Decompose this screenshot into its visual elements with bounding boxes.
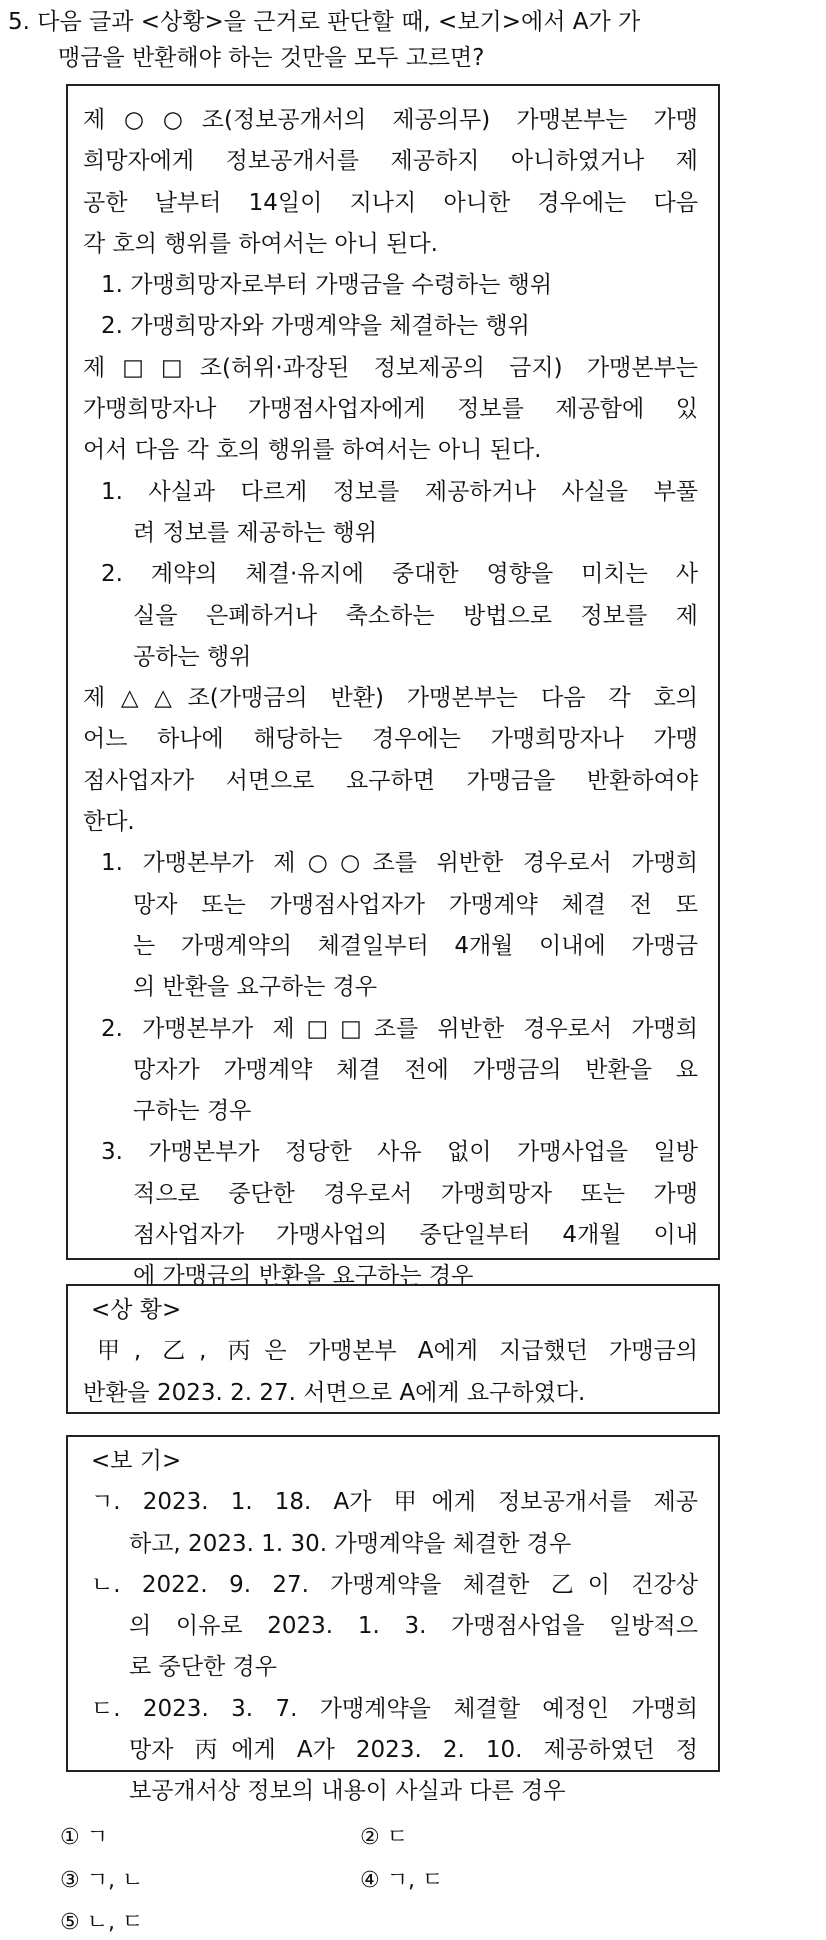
passage-line: 어느 하나에 해당하는 경우에는 가맹희망자나 가맹 <box>83 726 698 753</box>
choice-2[interactable]: ② ㄷ <box>360 1825 408 1850</box>
passage-item: 2. 계약의 체결·유지에 중대한 영향을 미치는 사 <box>101 561 698 588</box>
choice-3[interactable]: ③ ㄱ, ㄴ <box>60 1868 144 1893</box>
passage-item-cont: 려 정보를 제공하는 행위 <box>133 519 378 546</box>
passage-item-cont: 의 반환을 요구하는 경우 <box>133 974 378 1001</box>
passage-line: 제○○조(정보공개서의 제공의무) 가맹본부는 가맹 <box>83 107 698 133</box>
situation-box <box>66 1284 720 1414</box>
choice-4[interactable]: ④ ㄱ, ㄷ <box>360 1868 444 1893</box>
choice-1[interactable]: ① ㄱ <box>60 1825 108 1850</box>
passage-item: 2. 가맹본부가 제□□조를 위반한 경우로서 가맹희 <box>101 1015 698 1042</box>
bogi-item-cont: 하고, 2023. 1. 30. 가맹계약을 체결한 경우 <box>129 1530 572 1557</box>
bogi-item: ㄴ. 2022. 9. 27. 가맹계약을 체결한 乙이 건강상 <box>91 1571 698 1598</box>
bogi-item-cont: 망자 丙에게 A가 2023. 2. 10. 제공하였던 정 <box>129 1737 698 1764</box>
passage-item: 2. 가맹희망자와 가맹계약을 체결하는 행위 <box>101 313 530 340</box>
question-stem <box>8 4 808 76</box>
situation-heading: <상 황> <box>91 1297 182 1323</box>
bogi-item: ㄷ. 2023. 3. 7. 가맹계약을 체결할 예정인 가맹희 <box>91 1695 698 1722</box>
passage-line: 공한 날부터 14일이 지나지 아니한 경우에는 다음 <box>83 189 698 216</box>
situation-line: 甲, 乙, 丙은 가맹본부 A에게 지급했던 가맹금의 <box>97 1338 698 1365</box>
bogi-item-cont: 보공개서상 정보의 내용이 사실과 다른 경우 <box>129 1778 566 1805</box>
passage-item-cont: 공하는 행위 <box>133 643 252 670</box>
bogi-box <box>66 1435 720 1805</box>
passage-item: 1. 가맹희망자로부터 가맹금을 수령하는 행위 <box>101 272 553 299</box>
passage-line: 점사업자가 서면으로 요구하면 가맹금을 반환하여야 <box>83 767 698 794</box>
passage-box <box>66 84 720 1290</box>
passage-line: 어서 다음 각 호의 행위를 하여서는 아니 된다. <box>83 437 542 464</box>
passage-line: 각 호의 행위를 하여서는 아니 된다. <box>83 230 438 257</box>
question-line-2: 맹금을 반환해야 하는 것만을 모두 고르면? <box>58 45 485 71</box>
passage-item-cont: 실을 은폐하거나 축소하는 방법으로 정보를 제 <box>133 602 698 629</box>
passage-item-cont: 적으로 중단한 경우로서 가맹희망자 또는 가맹 <box>133 1180 698 1207</box>
bogi-item: ㄱ. 2023. 1. 18. A가 甲에게 정보공개서를 제공 <box>91 1489 698 1516</box>
bogi-item-cont: 의 이유로 2023. 1. 3. 가맹점사업을 일방적으 <box>129 1613 698 1640</box>
passage-item-cont: 망자가 가맹계약 체결 전에 가맹금의 반환을 요 <box>133 1056 698 1083</box>
bogi-heading: <보 기> <box>91 1448 182 1474</box>
situation-line: 반환을 2023. 2. 27. 서면으로 A에게 요구하였다. <box>83 1379 586 1406</box>
passage-item: 3. 가맹본부가 정당한 사유 없이 가맹사업을 일방 <box>101 1139 698 1166</box>
passage-item: 1. 가맹본부가 제○○조를 위반한 경우로서 가맹희 <box>101 850 698 877</box>
passage-line: 제△△조(가맹금의 반환) 가맹본부는 다음 각 호의 <box>83 685 698 712</box>
passage-item-cont: 구하는 경우 <box>133 1098 252 1125</box>
passage-item-cont: 망자 또는 가맹점사업자가 가맹계약 체결 전 또 <box>133 891 698 918</box>
choice-5[interactable]: ⑤ ㄴ, ㄷ <box>60 1910 144 1935</box>
passage-item-cont: 는 가맹계약의 체결일부터 4개월 이내에 가맹금 <box>133 932 698 959</box>
passage-item: 1. 사실과 다르게 정보를 제공하거나 사실을 부풀 <box>101 478 698 505</box>
passage-line: 한다. <box>83 809 135 836</box>
passage-item-cont: 점사업자가 가맹사업의 중단일부터 4개월 이내 <box>133 1222 698 1249</box>
passage-line: 희망자에게 정보공개서를 제공하지 아니하였거나 제 <box>83 148 698 175</box>
passage-line: 제□□조(허위·과장된 정보제공의 금지) 가맹본부는 <box>83 354 698 381</box>
question-line-1: 5. 다음 글과 <상황>을 근거로 판단할 때, <보기>에서 A가 가 <box>8 9 641 35</box>
bogi-item-cont: 로 중단한 경우 <box>129 1654 277 1681</box>
passage-line: 가맹희망자나 가맹점사업자에게 정보를 제공함에 있 <box>83 396 698 423</box>
passage-item-cont: 에 가맹금의 반환을 요구하는 경우 <box>133 1263 474 1290</box>
